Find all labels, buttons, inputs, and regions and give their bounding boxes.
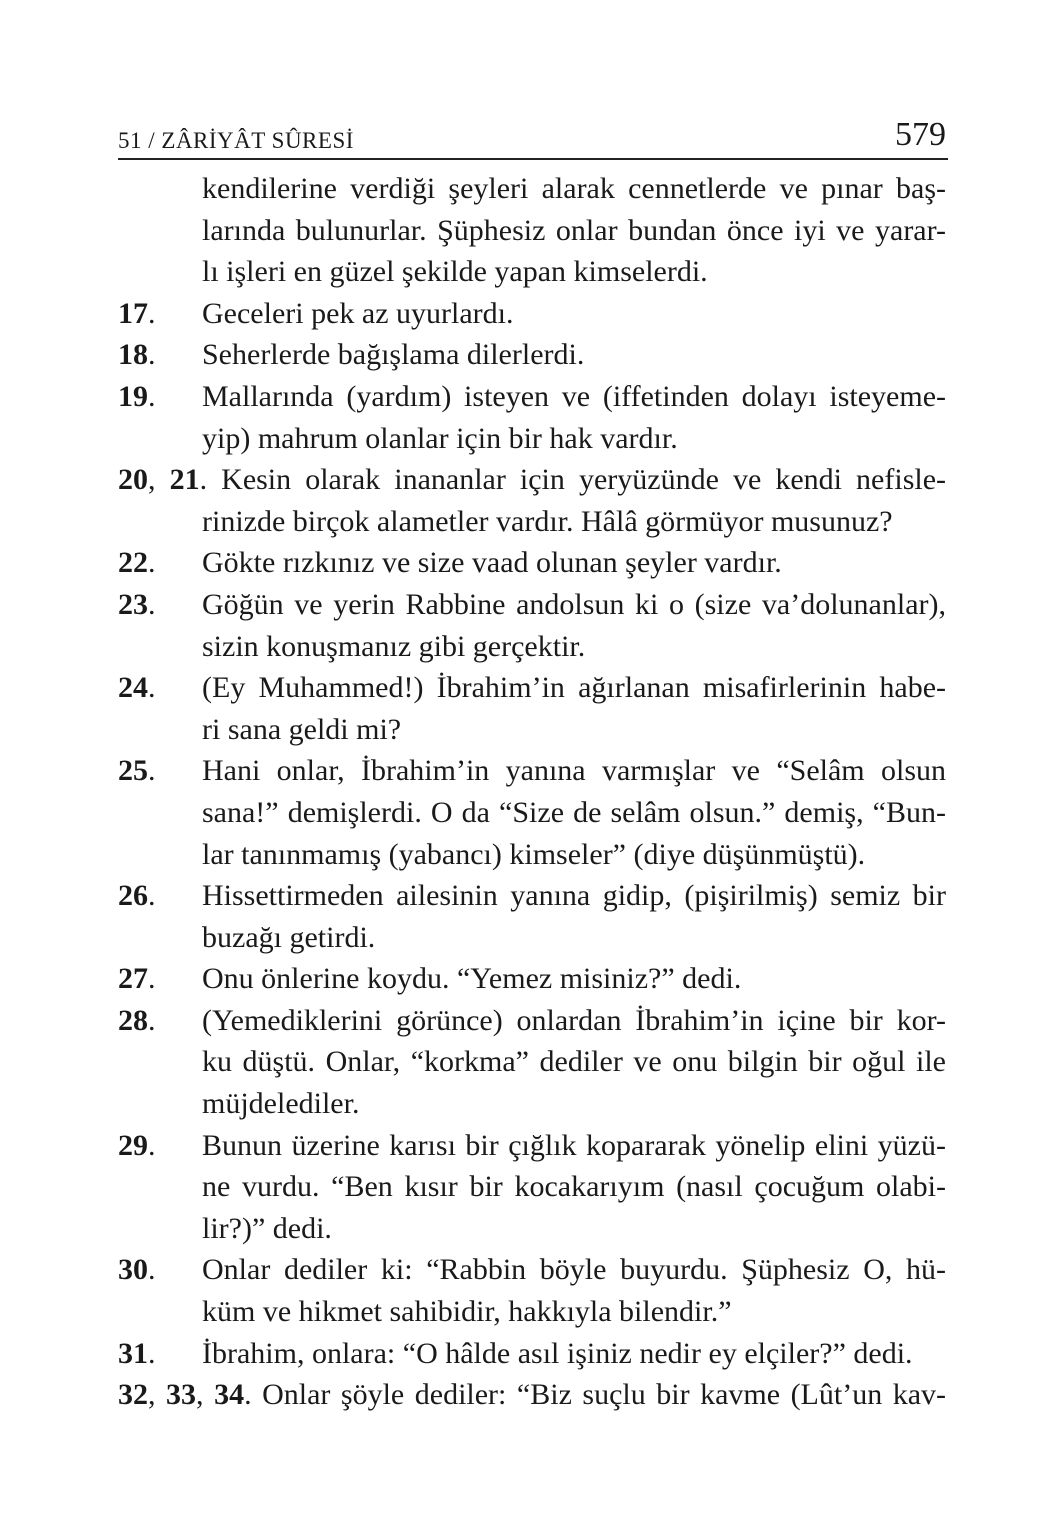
verse-number: 29. [118,1128,156,1162]
verse-text: ri sana geldi mi? [202,712,402,746]
page-header [118,112,948,160]
text-line [118,376,946,418]
text-line [118,1041,946,1083]
text-line [118,210,946,252]
text-line [118,626,946,668]
verse-text: ne vurdu. “Ben kısır bir kocakarıyım (nasıl çocuğum olabi- [202,1170,946,1204]
verse-list [118,168,946,1416]
text-line [118,1166,946,1208]
verse-text: Onu önlerine koydu. “Yemez misiniz?” dedi. [202,962,742,996]
text-line [118,418,946,460]
verse-text: Göğün ve yerin Rabbine andolsun ki o (size va’dolunanlar), [202,587,946,621]
verse-text: (Ey Muhammed!) İbrahim’in ağırlanan misafirlerinin habe- [202,671,946,705]
verse-text: 20, 21. Kesin olarak inananlar için yeryüzünde ve kendi nefisle- [118,463,947,497]
verse-number: 31. [118,1336,156,1370]
text-line [118,293,946,335]
verse-number: 23. [118,587,156,621]
text-line [118,917,946,959]
verse-number: 19. [118,379,156,413]
verse-number: 27. [118,962,156,996]
verse-text: Geceleri pek az uyurlardı. [202,296,514,330]
verse-text: yip) mahrum olanlar için bir hak vardır. [202,421,678,455]
text-line [118,875,946,917]
text-line [118,459,946,501]
text-line [118,1125,946,1167]
page-number: 579 [895,116,946,153]
verse-text: larında bulunurlar. Şüphesiz onlar bundan önce iyi ve yarar- [202,213,946,247]
verse-text: Bunun üzerine karısı bir çığlık kopararak yönelip elini yüzü- [202,1128,946,1162]
verse-text: lir?)” dedi. [202,1211,332,1245]
verse-text: sana!” demişlerdi. O da “Size de selâm olsun.” demiş, “Bun- [202,795,946,829]
verse-text: Seherlerde bağışlama dilerlerdi. [202,338,585,372]
verse-number: 24. [118,671,156,705]
verse-text: küm ve hikmet sahibidir, hakkıyla bilendir.” [202,1295,732,1329]
verse-number: 17. [118,296,156,330]
verse-text: (Yemediklerini görünce) onlardan İbrahim’in içine bir kor- [202,1003,946,1037]
verse-body: Onlar şöyle dediler: “Biz suçlu bir kavme (Lût’un kav- [262,1378,947,1412]
text-line [118,709,946,751]
verse-number: 18. [118,338,156,372]
verse-number: 21 [169,463,200,497]
text-line [118,1333,946,1375]
text-line [118,251,946,293]
verse-text: lar tanınmamış (yabancı) kimseler” (diye düşünmüştü). [202,837,866,871]
text-line [118,792,946,834]
text-line [118,1208,946,1250]
verse-number: 34 [214,1378,245,1412]
verse-text: buzağı getirdi. [202,920,376,954]
verse-text: rinizde birçok alametler vardır. Hâlâ görmüyor musunuz? [202,504,893,538]
text-line [118,168,946,210]
verse-number: 25. [118,754,156,788]
text-line [118,334,946,376]
verse-text: 32, 33, 34. Onlar şöyle dediler: “Biz suçlu bir kavme (Lût’un kav- [118,1378,947,1412]
text-line [118,1249,946,1291]
verse-body: Kesin olarak inananlar için yeryüzünde ve kendi nefisle- [221,463,947,497]
text-line [118,834,946,876]
verse-text: İbrahim, onlara: “O hâlde asıl işiniz nedir ey elçiler?” dedi. [202,1336,913,1370]
verse-text: ku düştü. Onlar, “korkma” dediler ve onu bilgin bir oğul ile [202,1045,946,1079]
verse-text: Hani onlar, İbrahim’in yanına varmışlar ve “Selâm olsun [202,754,946,788]
verse-number: 32 [118,1378,148,1412]
text-line [118,958,946,1000]
verse-text: kendilerine verdiği şeyleri alarak cennetlerde ve pınar baş- [202,172,946,205]
verse-text: lı işleri en güzel şekilde yapan kimselerdi. [202,255,708,289]
text-line [118,542,946,584]
verse-text: Gökte rızkınız ve size vaad olunan şeyler vardır. [202,546,782,580]
verse-number: 28. [118,1003,156,1037]
verse-text: Mallarında (yardım) isteyen ve (iffetinden dolayı isteyeme- [202,379,946,413]
running-head: 51 / ZÂRİYÂT SÛRESİ [118,128,354,153]
verse-text: müjdelediler. [202,1087,360,1121]
verse-text: sizin konuşmanız gibi gerçektir. [202,629,586,663]
text-line [118,667,946,709]
verse-number: 22. [118,546,156,580]
text-line [118,1000,946,1042]
text-line [118,1291,946,1333]
verse-number: 20 [118,463,148,497]
text-line [118,584,946,626]
verse-number: 26. [118,879,156,913]
verse-number: 33 [166,1378,197,1412]
verse-number: 30. [118,1253,156,1287]
text-line [118,750,946,792]
verse-text: Hissettirmeden ailesinin yanına gidip, (pişirilmiş) semiz bir [202,879,946,913]
text-line [118,1083,946,1125]
verse-text: Onlar dediler ki: “Rabbin böyle buyurdu. Şüphesiz O, hü- [202,1253,946,1287]
text-line [118,1374,946,1416]
text-line [118,501,946,543]
